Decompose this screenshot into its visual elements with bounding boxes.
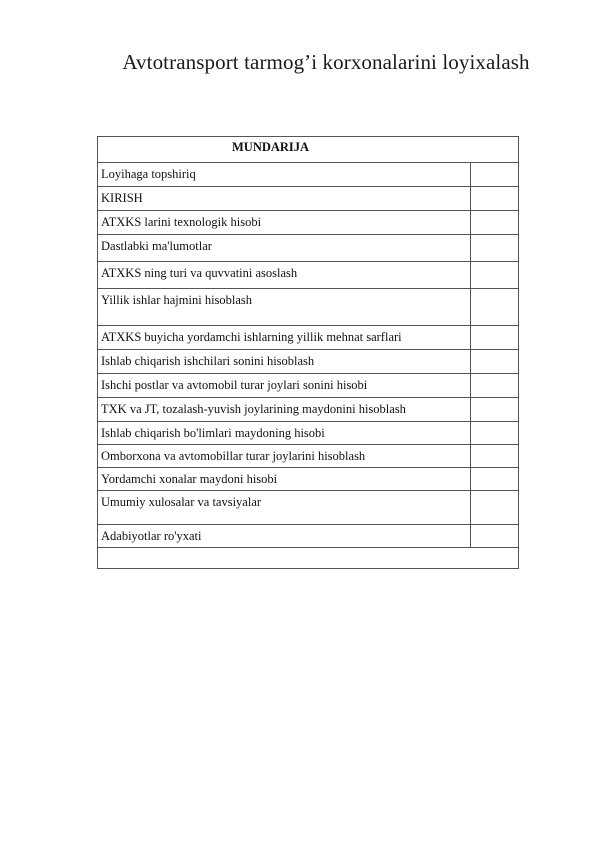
toc-row — [98, 235, 518, 262]
toc-item-label: Ishlab chiqarish bo'limlari maydoning hisobi — [98, 422, 471, 444]
toc-empty-row — [98, 548, 518, 568]
toc-item-label: ATXKS ning turi va quvvatini asoslash — [98, 262, 471, 288]
toc-row — [98, 211, 518, 235]
toc-row — [98, 491, 518, 525]
toc-row — [98, 468, 518, 491]
toc-item-label: Ishlab chiqarish ishchilari sonini hisoblash — [98, 350, 471, 373]
toc-item-page — [471, 374, 518, 397]
toc-item-label: KIRISH — [98, 187, 471, 210]
toc-item-page — [471, 289, 518, 325]
table-of-contents — [97, 136, 519, 569]
toc-item-page — [471, 422, 518, 444]
toc-item-page — [471, 491, 518, 524]
toc-item-label: Umumiy xulosalar va tavsiyalar — [98, 491, 471, 524]
toc-item-label: TXK va JT, tozalash-yuvish joylarining maydonini hisoblash — [98, 398, 471, 421]
toc-item-page — [471, 398, 518, 421]
toc-row — [98, 445, 518, 468]
toc-item-label: Dastlabki ma'lumotlar — [98, 235, 471, 261]
toc-row — [98, 422, 518, 445]
toc-item-page — [471, 163, 518, 186]
toc-item-label: ATXKS larini texnologik hisobi — [98, 211, 471, 234]
toc-item-page — [471, 525, 518, 547]
toc-row — [98, 398, 518, 422]
toc-row — [98, 289, 518, 326]
toc-item-label: Yordamchi xonalar maydoni hisobi — [98, 468, 471, 490]
toc-item-page — [471, 211, 518, 234]
toc-heading: MUNDARIJA — [98, 137, 518, 163]
toc-item-page — [471, 187, 518, 210]
toc-item-label: Loyihaga topshiriq — [98, 163, 471, 186]
toc-item-label: Yillik ishlar hajmini hisoblash — [98, 289, 471, 325]
toc-item-page — [471, 262, 518, 288]
toc-row — [98, 163, 518, 187]
document-title: Avtotransport tarmog’i korxonalarini loyixalash — [122, 50, 530, 74]
toc-item-label: Omborxona va avtomobillar turar joylarini hisoblash — [98, 445, 471, 467]
toc-row — [98, 350, 518, 374]
toc-item-label: ATXKS buyicha yordamchi ishlarning yillik mehnat sarflari — [98, 326, 471, 349]
toc-item-page — [471, 235, 518, 261]
toc-row — [98, 262, 518, 289]
toc-row — [98, 374, 518, 398]
toc-item-label: Adabiyotlar ro'yxati — [98, 525, 471, 547]
toc-item-page — [471, 468, 518, 490]
toc-row — [98, 525, 518, 548]
toc-item-page — [471, 350, 518, 373]
toc-item-label: Ishchi postlar va avtomobil turar joylari sonini hisobi — [98, 374, 471, 397]
toc-row — [98, 326, 518, 350]
toc-item-page — [471, 445, 518, 467]
toc-row — [98, 187, 518, 211]
toc-item-page — [471, 326, 518, 349]
